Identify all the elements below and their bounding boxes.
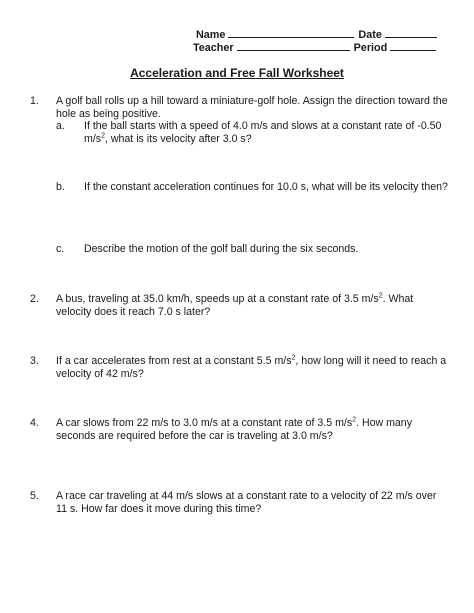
question-number: 2. xyxy=(30,293,39,305)
subpart-text: If the constant acceleration continues for 10.0 s, what will be its velocity then? xyxy=(84,181,448,193)
worksheet-title: Acceleration and Free Fall Worksheet xyxy=(130,66,344,80)
question-text: A race car traveling at 44 m/s slows at a constant rate to a velocity of 22 m/s over 11 s. How far does it move during this time? xyxy=(56,490,437,515)
date-label: Date xyxy=(358,29,382,41)
subpart-letter: c. xyxy=(56,243,65,255)
question-text: A golf ball rolls up a hill toward a miniature-golf hole. Assign the direction toward the hole as being positive. xyxy=(56,95,448,120)
period-field[interactable] xyxy=(390,40,436,51)
period-label: Period xyxy=(353,42,388,54)
subpart-text: Describe the motion of the golf ball during the six seconds. xyxy=(84,243,359,255)
name-label: Name xyxy=(196,29,226,41)
teacher-field[interactable] xyxy=(237,40,350,51)
name-field[interactable] xyxy=(228,27,354,38)
question-number: 3. xyxy=(30,355,39,367)
subpart-letter: b. xyxy=(56,181,65,193)
question-text: A bus, traveling at 35.0 km/h, speeds up at a constant rate of 3.5 $m/s^2$. What velocity does it reach 7.0 s later? xyxy=(56,292,414,318)
date-field[interactable] xyxy=(385,27,437,38)
question-text: A car slows from 22 m/s to 3.0 m/s at a constant rate of 3.5 $m/s^2$. How many seconds are required before the car is traveling at 3.0 m/s? xyxy=(56,416,412,442)
subpart-text: If the ball starts with a speed of 4.0 m/s and slows at a constant rate of -0.50 $m/s^2$, what is its velocity after 3.0 s? xyxy=(84,120,442,145)
subpart-letter: a. xyxy=(56,120,65,132)
question-text: If a car accelerates from rest at a constant 5.5 $m/s^2$, how long will it need to reach a velocity of 42 m/s? xyxy=(56,354,447,380)
teacher-label: Teacher xyxy=(193,42,234,54)
question-number: 5. xyxy=(30,490,39,502)
question-number: 4. xyxy=(30,417,39,429)
teacher-period-row xyxy=(193,40,440,55)
question-number: 1. xyxy=(30,95,39,107)
